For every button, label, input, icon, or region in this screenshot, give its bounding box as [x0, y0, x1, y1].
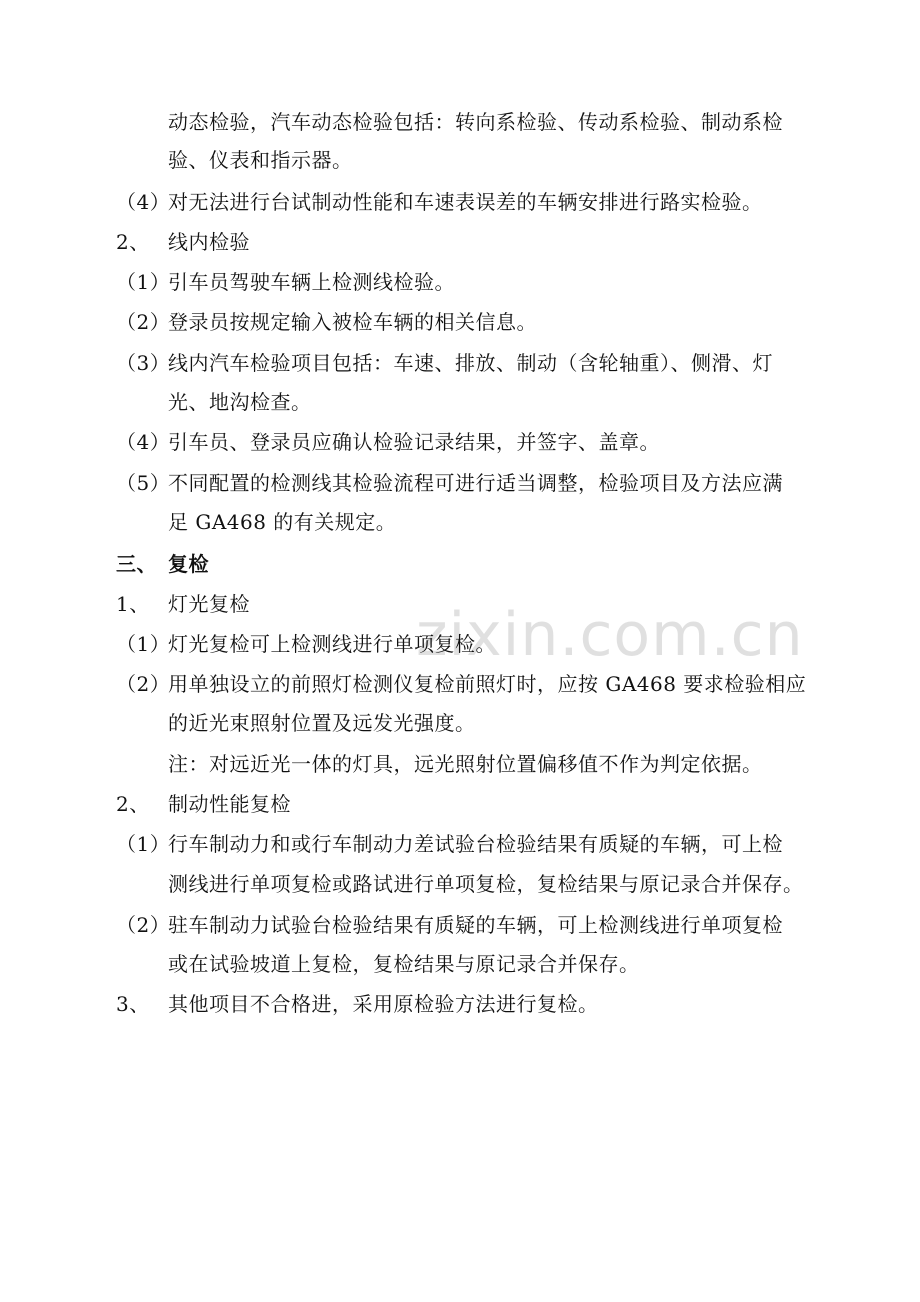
line-text: 驻车制动力试验台检验结果有质疑的车辆，可上检测线进行单项复检 [168, 913, 783, 937]
list-marker: （5） [116, 471, 171, 495]
line-text: 线内汽车检验项目包括：车速、排放、制动（含轮轴重）、侧滑、灯 [168, 351, 773, 375]
line-text: 行车制动力和或行车制动力差试验台检验结果有质疑的车辆，可上检 [168, 832, 783, 856]
line-text: 复检 [168, 552, 209, 576]
list-marker: （2） [116, 672, 171, 696]
list-marker: 2、 [116, 230, 150, 254]
list-marker: 2、 [116, 792, 150, 816]
line-text: 或在试验坡道上复检，复检结果与原记录合并保存。 [168, 952, 640, 976]
list-marker: 三、 [116, 552, 157, 576]
watermark: zixin.com.cn [416, 600, 804, 670]
list-marker: （1） [116, 832, 171, 856]
line-text: 制动性能复检 [168, 792, 291, 816]
list-marker: （1） [116, 632, 171, 656]
line-text: 光、地沟检查。 [168, 390, 312, 414]
line-text: 引车员、登录员应确认检验记录结果，并签字、盖章。 [168, 430, 660, 454]
line-text: 足 GA468 的有关规定。 [168, 510, 397, 534]
line-text: 登录员按规定输入被检车辆的相关信息。 [168, 310, 537, 334]
line-text: 其他项目不合格进，采用原检验方法进行复检。 [168, 992, 599, 1016]
line-text: 线内检验 [168, 230, 250, 254]
line-text: 测线进行单项复检或路试进行单项复检，复检结果与原记录合并保存。 [168, 872, 804, 896]
line-text: 对无法进行台试制动性能和车速表误差的车辆安排进行路实检验。 [168, 190, 763, 214]
line-text: 动态检验，汽车动态检验包括：转向系检验、传动系检验、制动系检 [168, 110, 783, 134]
list-marker: （4） [116, 190, 171, 214]
list-marker: （2） [116, 310, 171, 334]
line-text: 的近光束照射位置及远发光强度。 [168, 711, 476, 735]
list-marker: 1、 [116, 592, 150, 616]
list-marker: （3） [116, 351, 171, 375]
line-text: 引车员驾驶车辆上检测线检验。 [168, 270, 455, 294]
line-text: 灯光复检可上检测线进行单项复检。 [168, 632, 496, 656]
list-marker: （2） [116, 913, 171, 937]
list-marker: （4） [116, 430, 171, 454]
line-text: 用单独设立的前照灯检测仪复检前照灯时，应按 GA468 要求检验相应 [168, 672, 807, 696]
line-text: 灯光复检 [168, 592, 250, 616]
list-marker: 3、 [116, 992, 150, 1016]
line-text: 验、仪表和指示器。 [168, 148, 353, 172]
line-text: 不同配置的检测线其检验流程可进行适当调整，检验项目及方法应满 [168, 471, 783, 495]
list-marker: （1） [116, 270, 171, 294]
line-text: 注：对远近光一体的灯具，远光照射位置偏移值不作为判定依据。 [168, 752, 763, 776]
